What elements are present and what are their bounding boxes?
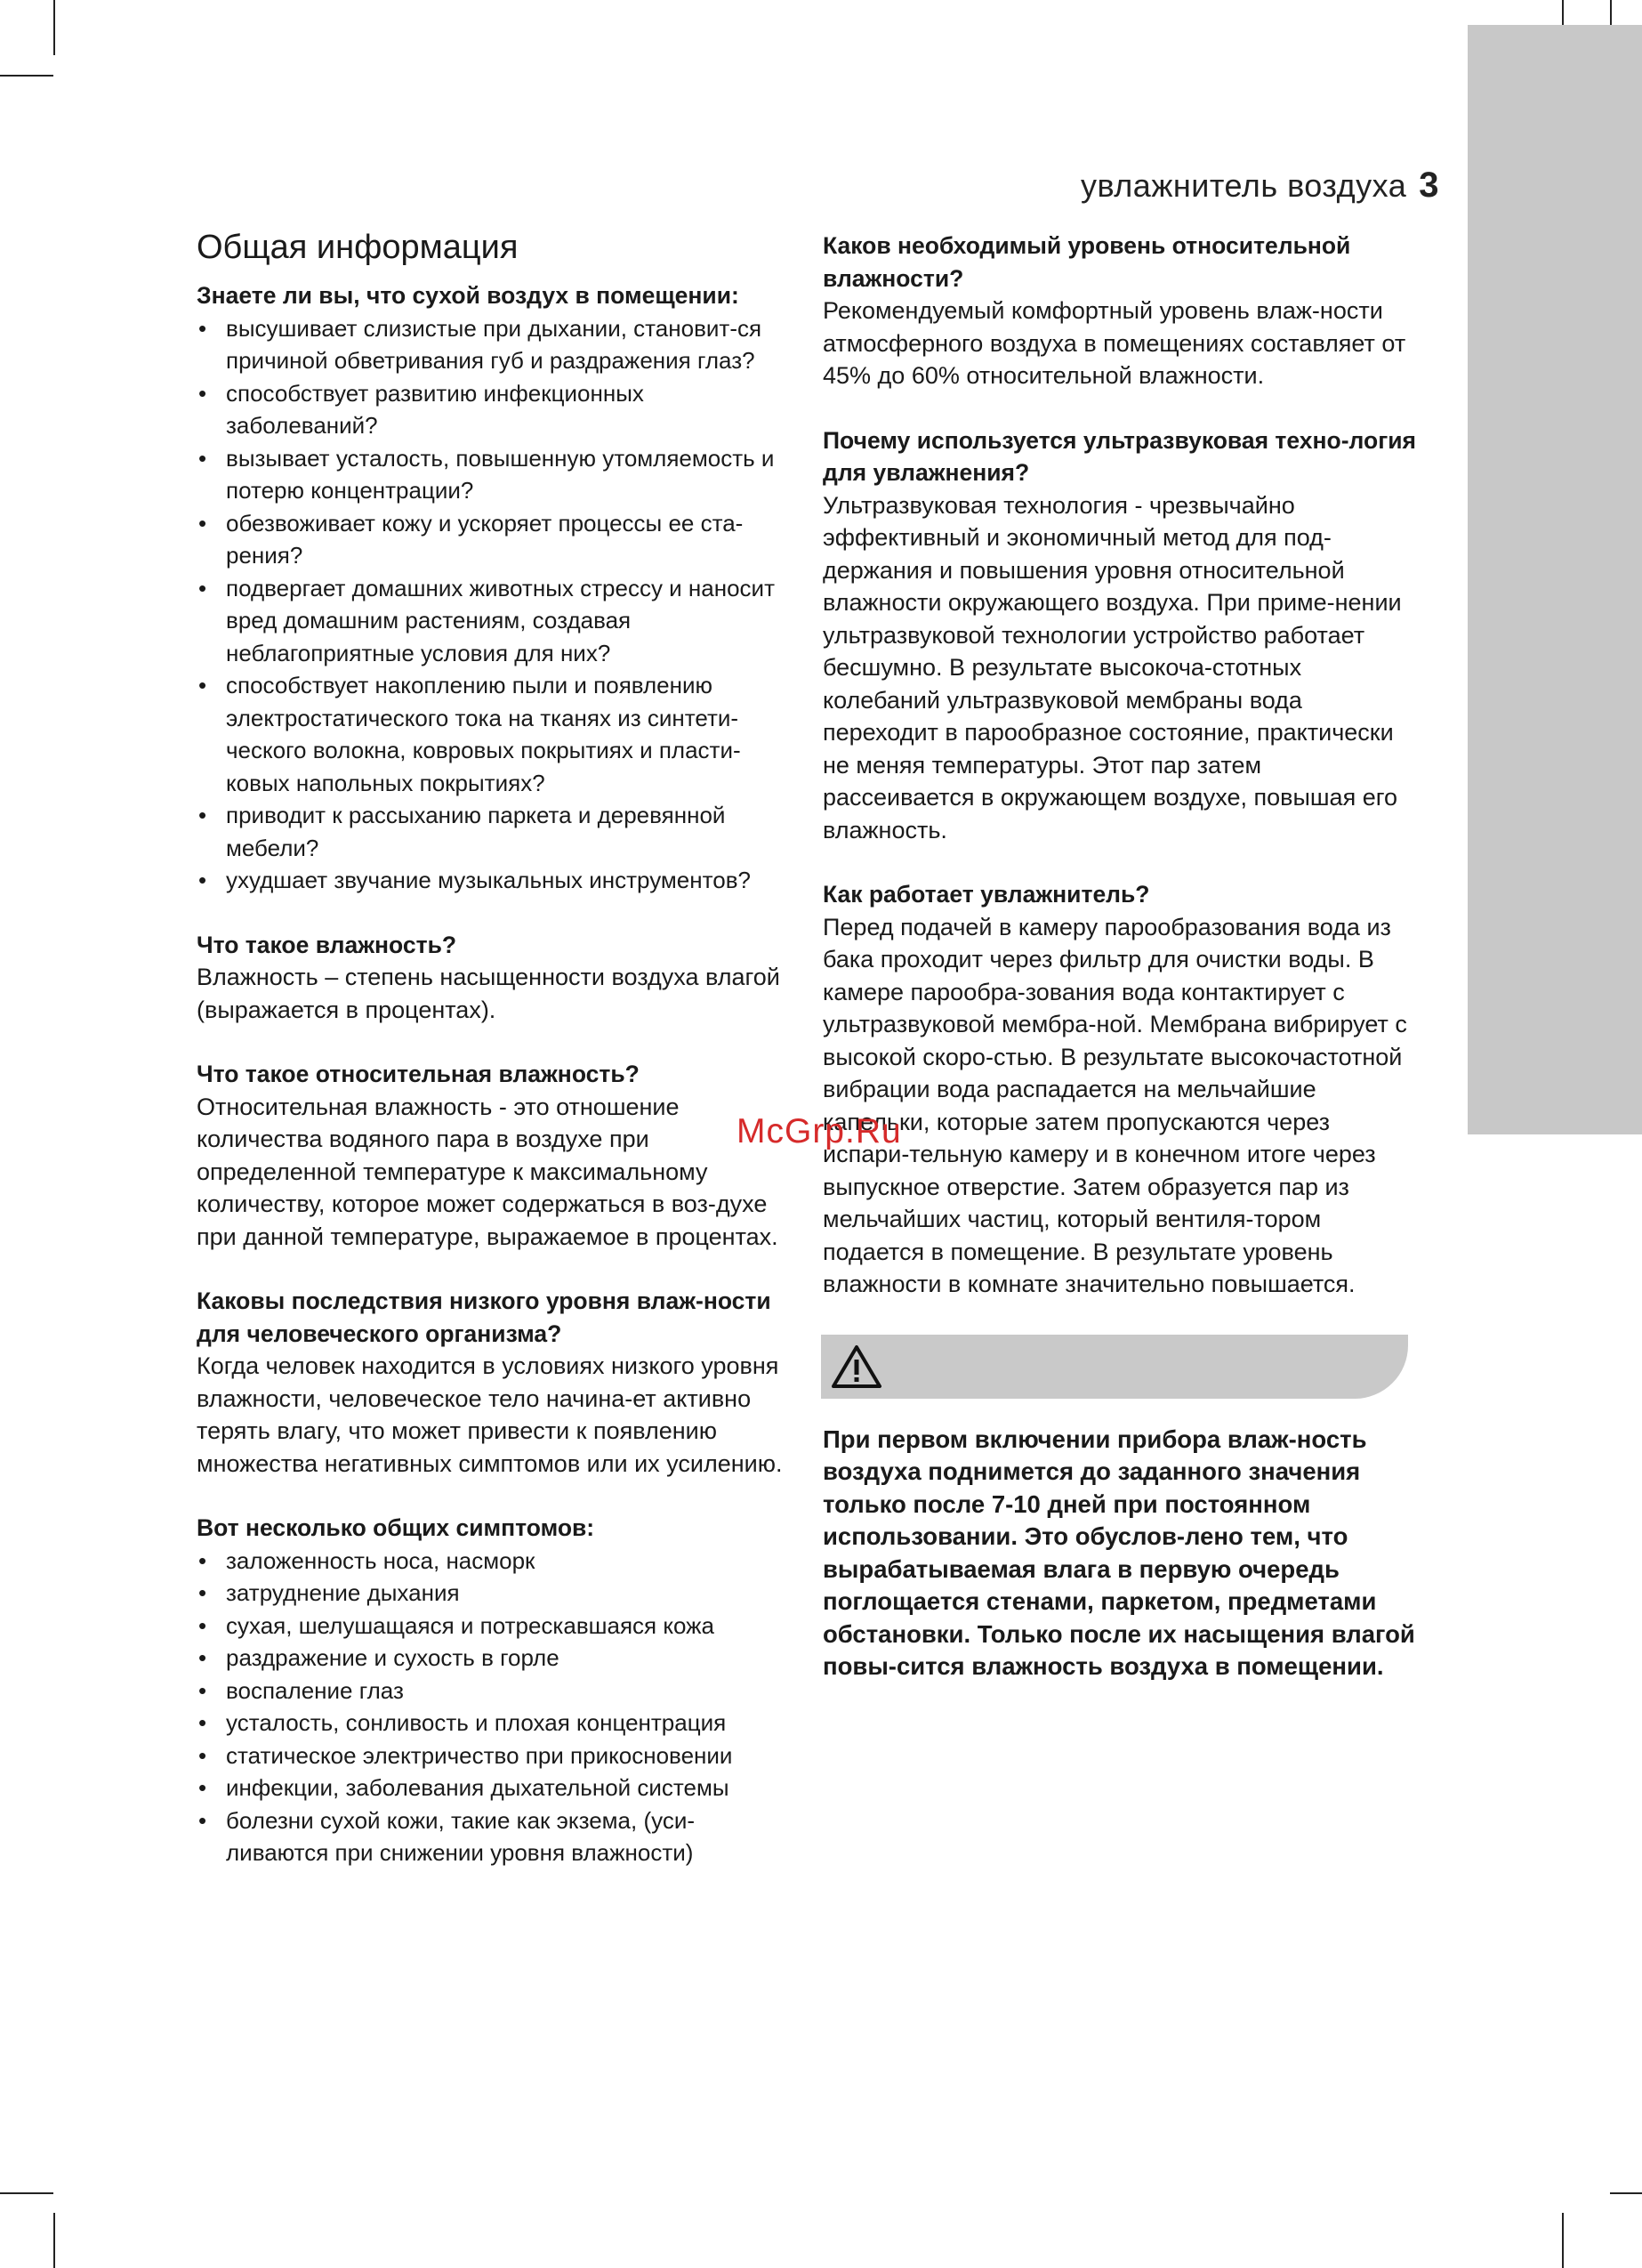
q1-block bbox=[197, 929, 788, 1027]
q1-text: Влажность – степень насыщенности воздуха влагой (выражается в процентах). bbox=[197, 964, 780, 1023]
q5-heading: Почему используется ультразвуковая техно-логия для увлажнения? bbox=[823, 426, 1417, 486]
crop-mark bbox=[0, 75, 53, 77]
header-title: увлажнитель воздуха bbox=[1081, 167, 1407, 204]
list-item: • подвергает домашних животных стрессу и наносит вред домашним растениям, создавая неблагоприятные условия для них? bbox=[197, 572, 788, 670]
q6-text: Перед подачей в камеру парообразования вода из бака проходит через фильтр для очистки воды. В камере парообра-зования вода контактирует с ультразвуковой мембра-ной. Мембрана вибрирует с высокой скоро-стью. В результате высокочастотной вибрации вода распадается на мельчайшие капельки, которые затем пропускаются через испари-тельную камеру и в конечном итоге через выпускное отверстие. Затем образуется пар из мельчайших частиц, который вентиля-тором подается в помещение. В результате уровень влажности в комнате значительно повышается. bbox=[823, 913, 1407, 1297]
list-item: • затруднение дыхания bbox=[197, 1577, 788, 1610]
crop-mark bbox=[1562, 2213, 1564, 2268]
list-item: • ухудшает звучание музыкальных инструментов? bbox=[197, 864, 788, 897]
crop-mark bbox=[1610, 2192, 1642, 2194]
symptoms-heading: Вот несколько общих симптомов: bbox=[197, 1514, 595, 1541]
q6-block bbox=[823, 878, 1419, 1301]
q2-text: Относительная влажность - это отношение количества водяного пара в воздухе при определенной температуре к максимальному количеству, которое может содержаться в воз-духе при данной температуре, выражаемое в процентах. bbox=[197, 1093, 778, 1250]
q5-block bbox=[823, 424, 1419, 847]
crop-mark bbox=[0, 2192, 53, 2194]
side-tab bbox=[1468, 25, 1642, 1134]
intro-block bbox=[197, 279, 788, 897]
list-item: • воспаление глаз bbox=[197, 1675, 788, 1707]
q1-heading: Что такое влажность? bbox=[197, 931, 457, 958]
symptoms-block bbox=[197, 1512, 788, 1869]
q6-heading: Как работает увлажнитель? bbox=[823, 881, 1150, 908]
warning-text: При первом включении прибора влаж-ность воздуха поднимется до заданного значения только после 7-10 дней при постоянном использовании. Это обуслов-лено тем, что вырабатываемая влага в первую очередь поглощается стенами, паркетом, предметами обстановки. Только после их насыщения влагой повы-сится влажность воздуха в помещении. bbox=[823, 1425, 1415, 1680]
list-item: • заложенность носа, насморк bbox=[197, 1545, 788, 1578]
section-title: Общая информация bbox=[197, 229, 519, 266]
watermark: McGrp.Ru bbox=[736, 1112, 902, 1150]
crop-mark bbox=[53, 0, 55, 55]
crop-mark bbox=[1610, 0, 1612, 25]
page-number: 3 bbox=[1419, 165, 1439, 205]
list-item: • усталость, сонливость и плохая концентрация bbox=[197, 1707, 788, 1739]
q4-block bbox=[823, 230, 1419, 392]
list-item: • обезвоживает кожу и ускоряет процессы ее ста-рения? bbox=[197, 507, 788, 572]
list-item: • сухая, шелушащаяся и потрескавшаяся кожа bbox=[197, 1610, 788, 1642]
right-column bbox=[823, 230, 1419, 1683]
running-header bbox=[1081, 165, 1439, 206]
crop-mark bbox=[53, 2213, 55, 2268]
list-item: • статическое электричество при прикосновении bbox=[197, 1739, 788, 1772]
list-item: • высушивает слизистые при дыхании, становит-ся причиной обветривания губ и раздражения глаз? bbox=[197, 312, 788, 377]
q3-heading: Каковы последствия низкого уровня влаж-ности для человеческого организма? bbox=[197, 1287, 771, 1347]
list-item: • приводит к рассыханию паркета и деревянной мебели? bbox=[197, 799, 788, 864]
intro-list bbox=[197, 312, 788, 897]
q4-heading: Каков необходимый уровень относительной влажности? bbox=[823, 232, 1351, 292]
list-item: • способствует накоплению пыли и появлению электростатического тока на тканях из синтети-ческого волокна, ковровых покрытиях и пласти-ковых напольных покрытиях? bbox=[197, 669, 788, 799]
warning-triangle-icon bbox=[830, 1344, 883, 1390]
q2-block bbox=[197, 1058, 788, 1253]
q2-heading: Что такое относительная влажность? bbox=[197, 1061, 640, 1087]
q5-text: Ультразвуковая технология - чрезвычайно эффективный и экономичный метод для под-держания и повышения уровня относительной влажности окружающего воздуха. При приме-нении ультразвуковой технологии устройство работает бесшумно. В результате высокоча-стотных колебаний ультразвуковой мембраны вода переходит в парообразное состояние, практически не меняя температуры. Этот пар затем рассеивается в окружающем воздухе, повышая его влажность. bbox=[823, 491, 1402, 843]
list-item: • болезни сухой кожи, такие как экзема, (уси-ливаются при снижении уровня влажности) bbox=[197, 1804, 788, 1869]
warning-band bbox=[821, 1335, 1408, 1399]
list-item: • раздражение и сухость в горле bbox=[197, 1642, 788, 1675]
list-item: • инфекции, заболевания дыхательной системы bbox=[197, 1772, 788, 1804]
q3-text: Когда человек находится в условиях низкого уровня влажности, человеческое тело начина-ет активно терять влагу, что может привести к появлению множества негативных симптомов или их усилению. bbox=[197, 1352, 783, 1477]
q4-text: Рекомендуемый комфортный уровень влаж-ности атмосферного воздуха в помещениях составляет от 45% до 60% относительной влажности. bbox=[823, 297, 1406, 389]
symptoms-list bbox=[197, 1545, 788, 1869]
list-item: • способствует развитию инфекционных заболеваний? bbox=[197, 377, 788, 442]
list-item: • вызывает усталость, повышенную утомляемость и потерю концентрации? bbox=[197, 442, 788, 507]
q3-block bbox=[197, 1285, 788, 1480]
intro-heading: Знаете ли вы, что сухой воздух в помещении: bbox=[197, 282, 739, 309]
left-column bbox=[197, 224, 788, 1901]
